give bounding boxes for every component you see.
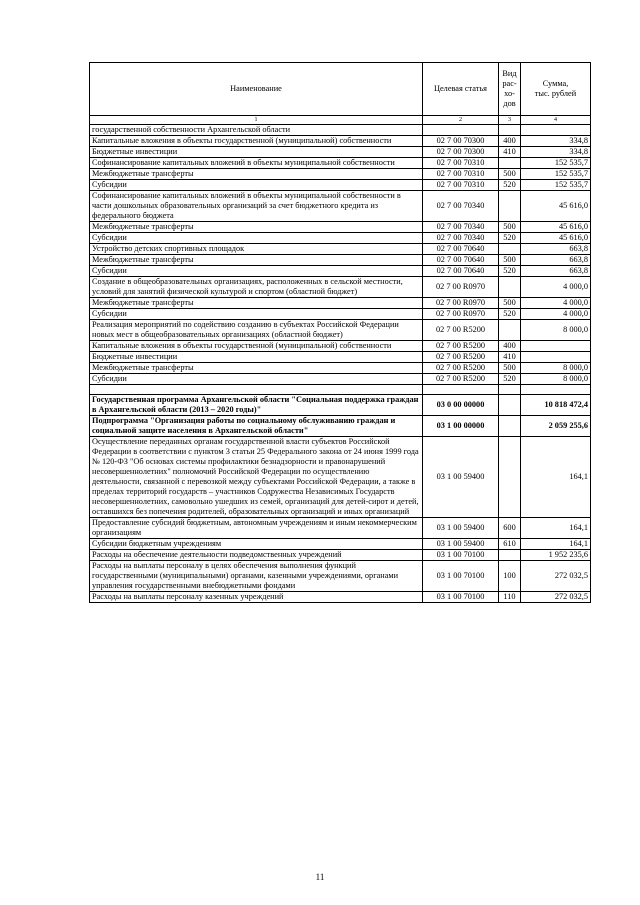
row-code: 02 7 00 70300 xyxy=(423,136,499,147)
row-kind: 520 xyxy=(499,266,521,277)
row-name: Расходы на выплаты персоналу в целях обеспечения выполнения функций государственными (муниципальными) органами, казенными учреждениями, органами управления государственными внебюджетными фондами xyxy=(90,561,423,592)
row-sum: 164,1 xyxy=(521,437,591,518)
row-code: 02 7 00 70300 xyxy=(423,147,499,158)
row-code: 02 7 00 R5200 xyxy=(423,341,499,352)
table-row xyxy=(90,416,591,437)
row-kind: 400 xyxy=(499,136,521,147)
table-row xyxy=(90,539,591,550)
row-kind: 520 xyxy=(499,309,521,320)
row-code: 02 7 00 70310 xyxy=(423,180,499,191)
row-kind: 520 xyxy=(499,233,521,244)
row-code: 03 1 00 00000 xyxy=(423,416,499,437)
row-name xyxy=(90,385,423,395)
row-code: 02 7 00 R0970 xyxy=(423,277,499,298)
header-name: Наименование xyxy=(90,63,423,116)
table-body xyxy=(90,116,591,603)
row-code: 03 1 00 59400 xyxy=(423,437,499,518)
table-row xyxy=(90,136,591,147)
table-row xyxy=(90,180,591,191)
row-kind: 600 xyxy=(499,518,521,539)
table-row xyxy=(90,191,591,222)
table-row xyxy=(90,222,591,233)
column-number: 3 xyxy=(499,116,521,125)
row-name: Субсидии бюджетным учреждениям xyxy=(90,539,423,550)
table-row xyxy=(90,244,591,255)
column-number-row xyxy=(90,116,591,125)
header-kind xyxy=(499,63,521,116)
row-name: Межбюджетные трансферты xyxy=(90,298,423,309)
row-name: Софинансирование капитальных вложений в объекты муниципальной собственности в части дошкольных образовательных организаций за счет бюджетного кредита из федерального бюджета xyxy=(90,191,423,222)
row-code: 03 1 00 70100 xyxy=(423,592,499,603)
table-row xyxy=(90,233,591,244)
row-code xyxy=(423,385,499,395)
row-name: Субсидии xyxy=(90,233,423,244)
table-row xyxy=(90,550,591,561)
column-number: 2 xyxy=(423,116,499,125)
row-sum: 152 535,7 xyxy=(521,169,591,180)
row-sum: 4 000,0 xyxy=(521,277,591,298)
row-name: государственной собственности Архангельской области xyxy=(90,125,423,136)
table-row xyxy=(90,320,591,341)
row-kind xyxy=(499,416,521,437)
row-sum: 10 818 472,4 xyxy=(521,395,591,416)
header-sum xyxy=(521,63,591,116)
row-kind: 110 xyxy=(499,592,521,603)
row-name: Государственная программа Архангельской области "Социальная поддержка граждан в Архангельской области (2013 – 2020 годы)" xyxy=(90,395,423,416)
row-kind xyxy=(499,125,521,136)
row-kind: 100 xyxy=(499,561,521,592)
row-code: 03 1 00 59400 xyxy=(423,539,499,550)
table-row xyxy=(90,518,591,539)
page-number: 11 xyxy=(315,872,325,882)
row-code: 03 1 00 70100 xyxy=(423,561,499,592)
row-kind: 520 xyxy=(499,180,521,191)
row-code: 02 7 00 70640 xyxy=(423,266,499,277)
row-kind: 400 xyxy=(499,341,521,352)
row-sum: 152 535,7 xyxy=(521,158,591,169)
row-sum: 663,8 xyxy=(521,244,591,255)
row-code: 02 7 00 70310 xyxy=(423,158,499,169)
row-code: 02 7 00 R5200 xyxy=(423,363,499,374)
row-kind xyxy=(499,437,521,518)
table-row xyxy=(90,309,591,320)
row-name: Межбюджетные трансферты xyxy=(90,169,423,180)
row-sum: 8 000,0 xyxy=(521,374,591,385)
row-name: Субсидии xyxy=(90,309,423,320)
table-row xyxy=(90,561,591,592)
row-sum: 164,1 xyxy=(521,539,591,550)
row-name: Бюджетные инвестиции xyxy=(90,352,423,363)
table-row xyxy=(90,298,591,309)
row-kind xyxy=(499,191,521,222)
row-sum: 334,8 xyxy=(521,136,591,147)
header-sum-line: тыс. рублей xyxy=(534,89,577,98)
row-sum: 272 032,5 xyxy=(521,592,591,603)
row-code: 02 7 00 70340 xyxy=(423,191,499,222)
table-row xyxy=(90,255,591,266)
row-kind: 410 xyxy=(499,147,521,158)
row-kind: 520 xyxy=(499,374,521,385)
row-name: Расходы на выплаты персоналу казенных учреждений xyxy=(90,592,423,603)
row-name: Межбюджетные трансферты xyxy=(90,222,423,233)
row-sum: 45 616,0 xyxy=(521,233,591,244)
header-kind-line: дов xyxy=(503,99,516,108)
row-code: 02 7 00 70340 xyxy=(423,233,499,244)
row-kind: 500 xyxy=(499,169,521,180)
row-code: 02 7 00 R5200 xyxy=(423,320,499,341)
row-name: Расходы на обеспечение деятельности подведомственных учреждений xyxy=(90,550,423,561)
table-row xyxy=(90,266,591,277)
row-code: 02 7 00 R0970 xyxy=(423,309,499,320)
table-header xyxy=(90,63,591,116)
row-code: 02 7 00 R5200 xyxy=(423,352,499,363)
row-sum: 45 616,0 xyxy=(521,222,591,233)
row-kind: 500 xyxy=(499,222,521,233)
row-name: Осуществление переданных органам государственной власти субъектов Российской Федерации в соответствии с пунктом 3 статьи 25 Федерального закона от 24 июня 1999 года № 120-ФЗ "Об основах системы профилактики безнадзорности и правонарушений несовершеннолетних" полномочий Российской Федерации по осуществлению деятельности, связанной с перевозкой между субъектами Российской Федерации, а также в пределах территорий государств – участников Содружества Независимых Государств несовершеннолетних, самовольно ушедших из семей, организаций для детей-сирот и детей, оставшихся без попечения родителей, образовательных организаций и иных организаций xyxy=(90,437,423,518)
row-name: Предоставление субсидий бюджетным, автономным учреждениям и иным некоммерческим организациям xyxy=(90,518,423,539)
row-kind xyxy=(499,158,521,169)
row-kind: 500 xyxy=(499,255,521,266)
row-name: Межбюджетные трансферты xyxy=(90,363,423,374)
table-row xyxy=(90,374,591,385)
row-name: Софинансирование капитальных вложений в объекты муниципальной собственности xyxy=(90,158,423,169)
row-sum: 663,8 xyxy=(521,255,591,266)
row-sum: 8 000,0 xyxy=(521,363,591,374)
table-row xyxy=(90,395,591,416)
row-kind xyxy=(499,385,521,395)
table-row xyxy=(90,385,591,395)
row-code: 02 7 00 70640 xyxy=(423,244,499,255)
table-row xyxy=(90,169,591,180)
row-code: 03 1 00 70100 xyxy=(423,550,499,561)
header-kind-line: Вид xyxy=(502,69,517,78)
budget-table xyxy=(89,62,591,603)
row-sum: 45 616,0 xyxy=(521,191,591,222)
row-name: Капитальные вложения в объекты государственной (муниципальной) собственности xyxy=(90,341,423,352)
row-code: 02 7 00 70640 xyxy=(423,255,499,266)
row-name: Бюджетные инвестиции xyxy=(90,147,423,158)
row-sum: 152 535,7 xyxy=(521,180,591,191)
row-sum: 8 000,0 xyxy=(521,320,591,341)
row-name: Субсидии xyxy=(90,374,423,385)
row-kind xyxy=(499,550,521,561)
table-row xyxy=(90,352,591,363)
header-kind-line: рас- xyxy=(502,79,517,88)
row-code xyxy=(423,125,499,136)
header-code: Целевая статья xyxy=(423,63,499,116)
row-name: Межбюджетные трансферты xyxy=(90,255,423,266)
row-code: 02 7 00 R5200 xyxy=(423,374,499,385)
table-row xyxy=(90,592,591,603)
header-kind-line: хо- xyxy=(504,89,515,98)
row-sum: 164,1 xyxy=(521,518,591,539)
table-row xyxy=(90,158,591,169)
row-kind: 610 xyxy=(499,539,521,550)
row-name: Субсидии xyxy=(90,266,423,277)
row-code: 02 7 00 70310 xyxy=(423,169,499,180)
table-row xyxy=(90,277,591,298)
row-code: 03 1 00 59400 xyxy=(423,518,499,539)
row-name: Подпрограмма "Организация работы по социальному обслуживанию граждан и социальной защите населения в Архангельской области" xyxy=(90,416,423,437)
row-sum: 2 059 255,6 xyxy=(521,416,591,437)
row-name: Реализация мероприятий по содействию созданию в субъектах Российской Федерации новых мест в общеобразовательных организациях (областной бюджет) xyxy=(90,320,423,341)
row-sum: 4 000,0 xyxy=(521,298,591,309)
row-kind xyxy=(499,277,521,298)
row-kind xyxy=(499,395,521,416)
row-sum: 334,8 xyxy=(521,147,591,158)
row-name: Субсидии xyxy=(90,180,423,191)
row-sum: 4 000,0 xyxy=(521,309,591,320)
table-row xyxy=(90,363,591,374)
header-sum-line: Сумма, xyxy=(542,79,569,88)
row-sum xyxy=(521,125,591,136)
row-code: 02 7 00 70340 xyxy=(423,222,499,233)
row-sum: 1 952 235,6 xyxy=(521,550,591,561)
row-sum xyxy=(521,341,591,352)
row-kind xyxy=(499,320,521,341)
row-name: Капитальные вложения в объекты государственной (муниципальной) собственности xyxy=(90,136,423,147)
row-sum xyxy=(521,385,591,395)
column-number: 4 xyxy=(521,116,591,125)
row-sum xyxy=(521,352,591,363)
table-row xyxy=(90,437,591,518)
column-number: 1 xyxy=(90,116,423,125)
row-name: Создание в общеобразовательных организациях, расположенных в сельской местности, условий для занятий физической культурой и спортом (областной бюджет) xyxy=(90,277,423,298)
row-name: Устройство детских спортивных площадок xyxy=(90,244,423,255)
row-kind xyxy=(499,244,521,255)
row-code: 03 0 00 00000 xyxy=(423,395,499,416)
row-sum: 663,8 xyxy=(521,266,591,277)
row-kind: 500 xyxy=(499,298,521,309)
row-kind: 410 xyxy=(499,352,521,363)
row-kind: 500 xyxy=(499,363,521,374)
row-sum: 272 032,5 xyxy=(521,561,591,592)
table-row xyxy=(90,341,591,352)
row-code: 02 7 00 R0970 xyxy=(423,298,499,309)
table-row xyxy=(90,147,591,158)
table-row xyxy=(90,125,591,136)
